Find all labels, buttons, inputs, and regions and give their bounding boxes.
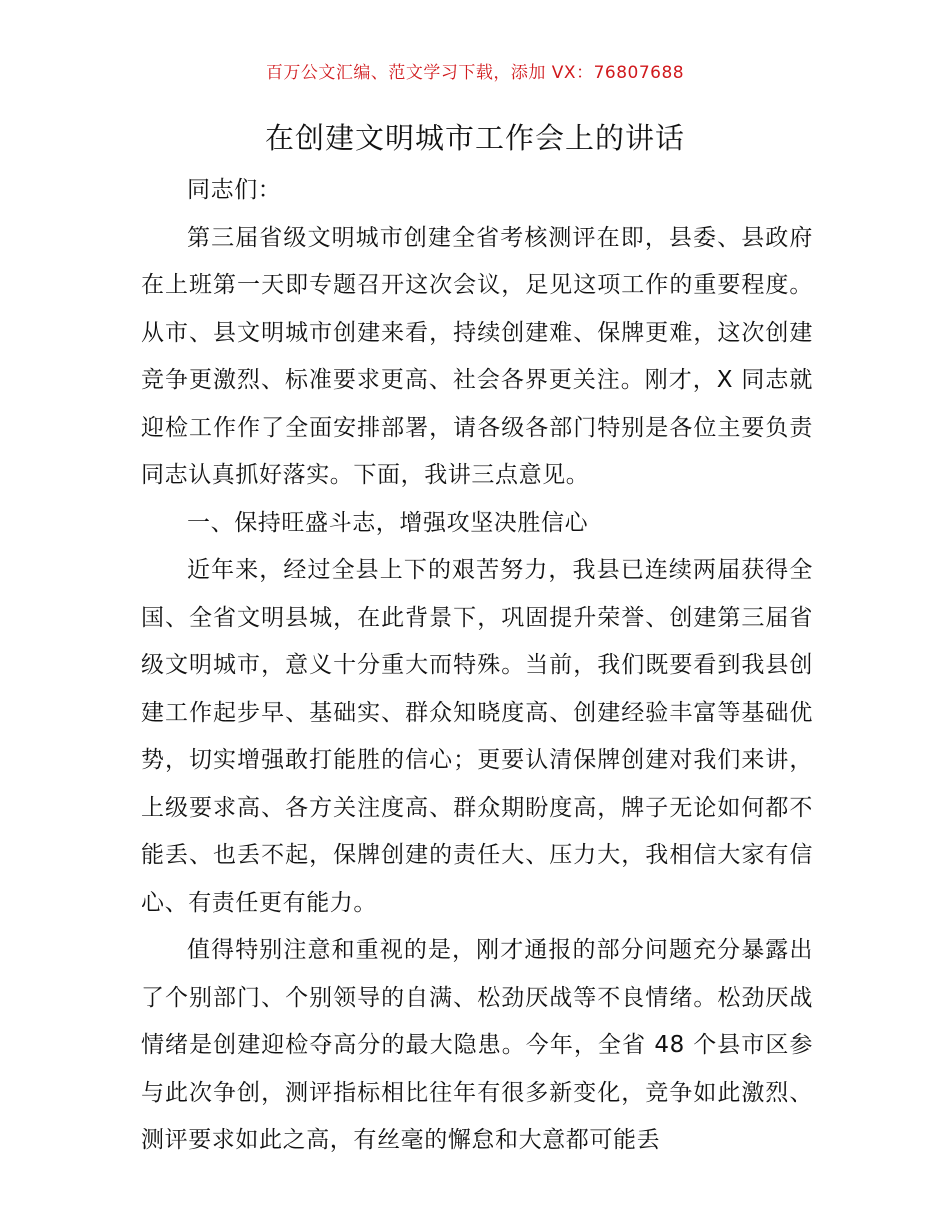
section-heading-1: 一、保持旺盛斗志，增强攻坚决胜信心 <box>187 509 589 536</box>
paragraph-1: 第三届省级文明城市创建全省考核测评在即，县委、县政府在上班第一天即专题召开这次会议，足见这项工作的重要程度。从市、县文明城市创建来看，持续创建难、保牌更难，这次创建竞争更激烈、标准要求更高、社会各界更关注。刚才，X 同志就迎检工作作了全面安排部署，请各级各部门特别是各位主要负责同志认真抓好落实。下面，我讲三点意见。 <box>141 224 813 488</box>
header-note: 百万公文汇编、范文学习下载，添加 VX：76807688 <box>265 63 685 83</box>
paragraph-2: 近年来，经过全县上下的艰苦努力，我县已连续两届获得全国、全省文明县城，在此背景下，巩固提升荣誉、创建第三届省级文明城市，意义十分重大而特殊。当前，我们既要看到我县创建工作起步早、基础实、群众知晓度高、创建经验丰富等基础优势，切实增强敢打能胜的信心；更要认清保牌创建对我们来讲，上级要求高、各方关注度高、群众期盼度高，牌子无论如何都不能丢、也丢不起，保牌创建的责任大、压力大，我相信大家有信心、有责任更有能力。 <box>141 557 813 916</box>
paragraph-3: 值得特别注意和重视的是，刚才通报的部分问题充分暴露出了个别部门、个别领导的自满、松劲厌战等不良情绪。松劲厌战情绪是创建迎检夺高分的最大隐患。今年，全省 48 个县市区参与此次争创，测评指标相比往年有很多新变化，竞争如此激烈、测评要求如此之高，有丝毫的懈怠和大意都可能丢 <box>141 937 813 1153</box>
document-title: 在创建文明城市工作会上的讲话 <box>264 121 685 155</box>
salutation: 同志们： <box>187 177 282 203</box>
document-body <box>141 167 813 1165</box>
